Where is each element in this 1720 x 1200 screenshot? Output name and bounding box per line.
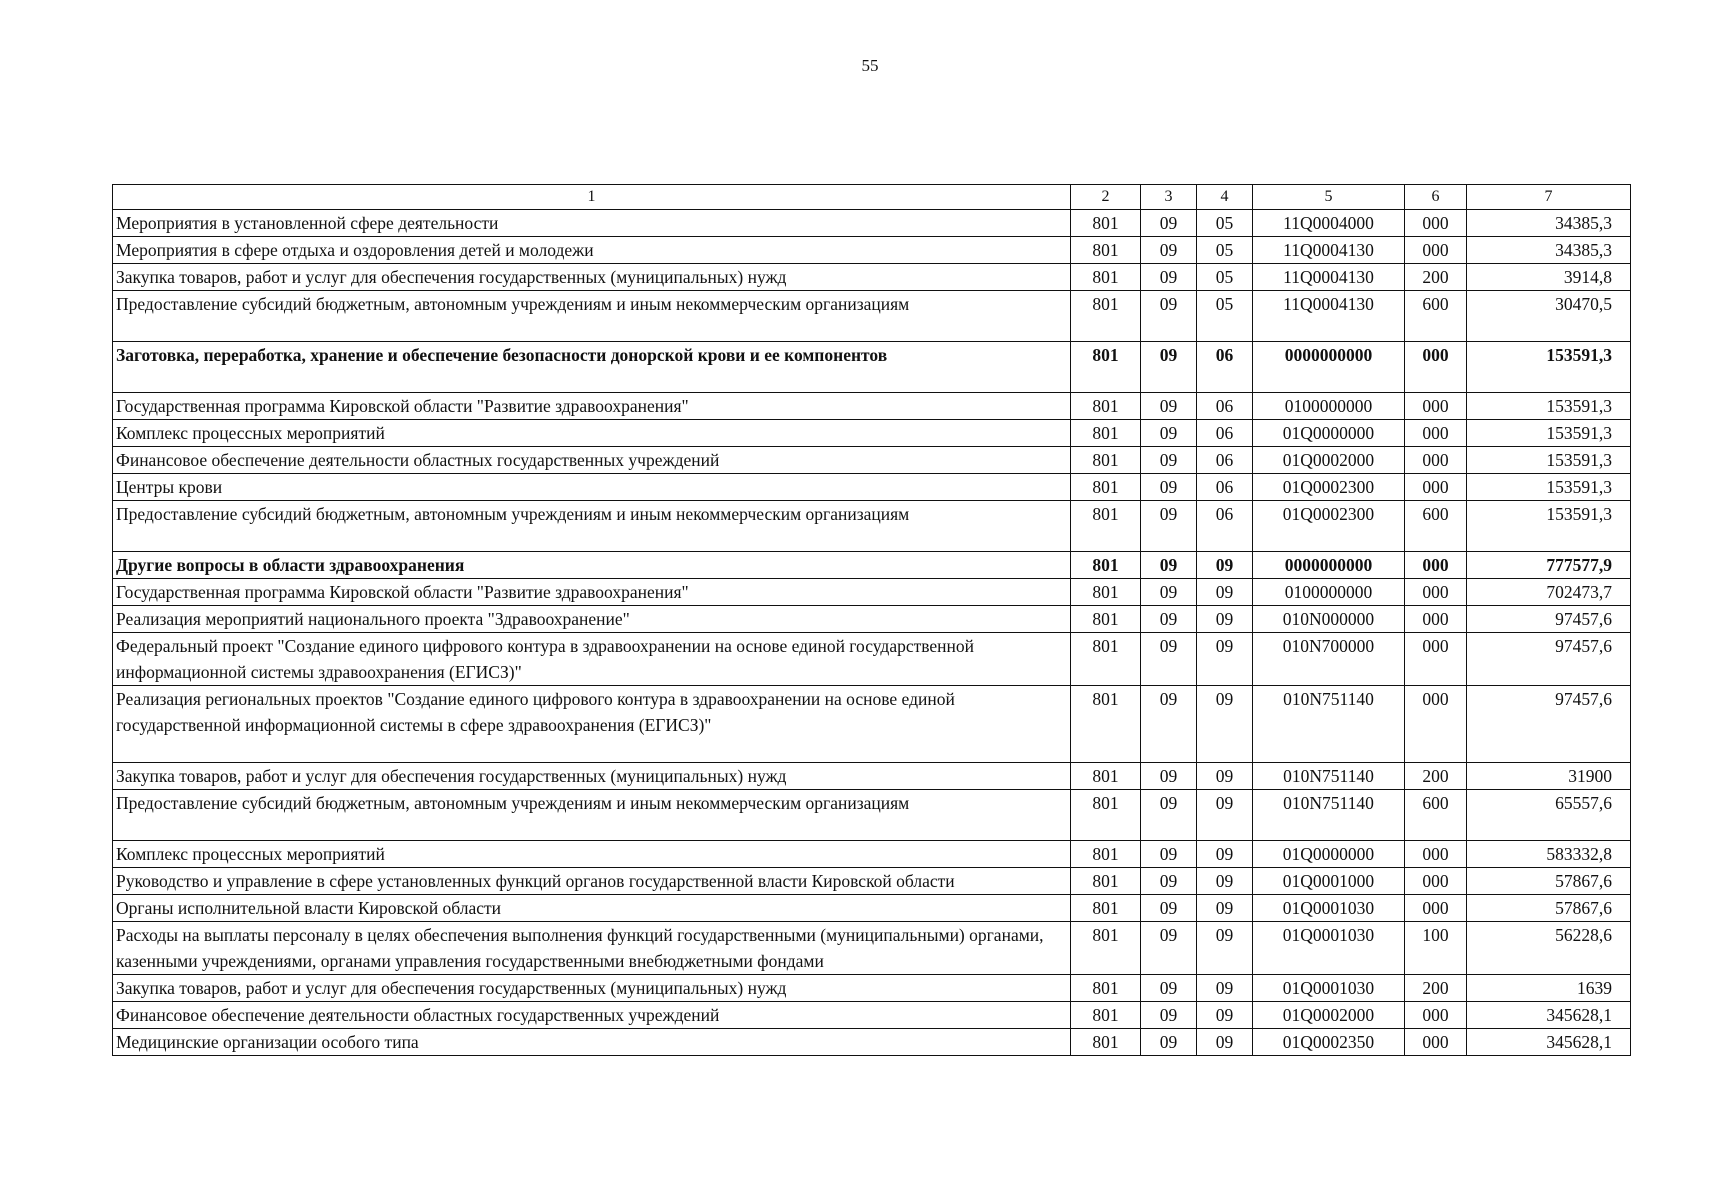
row-name-cell: Реализация региональных проектов "Создание единого цифрового контура в здравоохранении на основе единой государственной информационной системы в сфере здравоохранения (ЕГИСЗ)" xyxy=(113,686,1071,763)
row-code-6-cell: 000 xyxy=(1405,841,1467,868)
row-code-4-cell: 05 xyxy=(1197,210,1253,237)
row-code-2-cell: 801 xyxy=(1071,790,1141,841)
row-amount-cell: 153591,3 xyxy=(1467,393,1631,420)
table-row xyxy=(113,895,1631,922)
row-name-cell: Закупка товаров, работ и услуг для обеспечения государственных (муниципальных) нужд xyxy=(113,264,1071,291)
row-amount-cell: 34385,3 xyxy=(1467,237,1631,264)
row-code-4-cell: 09 xyxy=(1197,841,1253,868)
row-name-cell: Центры крови xyxy=(113,474,1071,501)
row-amount-cell: 153591,3 xyxy=(1467,501,1631,552)
row-code-2-cell: 801 xyxy=(1071,1002,1141,1029)
table-row xyxy=(113,606,1631,633)
row-code-2-cell: 801 xyxy=(1071,606,1141,633)
row-name-cell: Закупка товаров, работ и услуг для обеспечения государственных (муниципальных) нужд xyxy=(113,763,1071,790)
row-name-cell: Руководство и управление в сфере установленных функций органов государственной власти Кировской области xyxy=(113,868,1071,895)
row-code-3-cell: 09 xyxy=(1141,291,1197,342)
table-row xyxy=(113,579,1631,606)
row-code-6-cell: 000 xyxy=(1405,686,1467,763)
row-code-4-cell: 05 xyxy=(1197,264,1253,291)
row-code-4-cell: 09 xyxy=(1197,1029,1253,1056)
row-code-5-cell: 01Q0001000 xyxy=(1253,868,1405,895)
row-code-6-cell: 000 xyxy=(1405,393,1467,420)
row-code-4-cell: 05 xyxy=(1197,291,1253,342)
row-code-4-cell: 06 xyxy=(1197,447,1253,474)
row-amount-cell: 97457,6 xyxy=(1467,633,1631,686)
row-code-4-cell: 09 xyxy=(1197,763,1253,790)
table-row xyxy=(113,633,1631,686)
row-code-2-cell: 801 xyxy=(1071,895,1141,922)
row-code-5-cell: 01Q0001030 xyxy=(1253,975,1405,1002)
table-row xyxy=(113,501,1631,552)
row-name-cell: Мероприятия в сфере отдыха и оздоровления детей и молодежи xyxy=(113,237,1071,264)
table-row xyxy=(113,763,1631,790)
table-row xyxy=(113,552,1631,579)
row-code-3-cell: 09 xyxy=(1141,841,1197,868)
row-code-5-cell: 01Q0002300 xyxy=(1253,474,1405,501)
row-code-4-cell: 06 xyxy=(1197,393,1253,420)
row-amount-cell: 583332,8 xyxy=(1467,841,1631,868)
row-code-4-cell: 09 xyxy=(1197,895,1253,922)
row-code-6-cell: 000 xyxy=(1405,633,1467,686)
table-header-row xyxy=(113,185,1631,210)
row-code-3-cell: 09 xyxy=(1141,552,1197,579)
row-name-cell: Государственная программа Кировской области "Развитие здравоохранения" xyxy=(113,579,1071,606)
row-name-cell: Другие вопросы в области здравоохранения xyxy=(113,552,1071,579)
page-number: 55 xyxy=(861,56,879,75)
row-name-cell: Заготовка, переработка, хранение и обеспечение безопасности донорской крови и ее компонентов xyxy=(113,342,1071,393)
table-row xyxy=(113,291,1631,342)
row-name-cell: Закупка товаров, работ и услуг для обеспечения государственных (муниципальных) нужд xyxy=(113,975,1071,1002)
row-code-4-cell: 05 xyxy=(1197,237,1253,264)
row-code-2-cell: 801 xyxy=(1071,210,1141,237)
row-code-3-cell: 09 xyxy=(1141,763,1197,790)
table-row xyxy=(113,841,1631,868)
row-code-2-cell: 801 xyxy=(1071,447,1141,474)
row-code-2-cell: 801 xyxy=(1071,393,1141,420)
row-name-cell: Предоставление субсидий бюджетным, автономным учреждениям и иным некоммерческим организациям xyxy=(113,291,1071,342)
row-code-5-cell: 11Q0004130 xyxy=(1253,291,1405,342)
header-cell-2: 2 xyxy=(1071,185,1141,210)
row-code-5-cell: 010N751140 xyxy=(1253,763,1405,790)
row-code-2-cell: 801 xyxy=(1071,552,1141,579)
row-amount-cell: 153591,3 xyxy=(1467,447,1631,474)
row-code-4-cell: 06 xyxy=(1197,420,1253,447)
row-code-6-cell: 600 xyxy=(1405,501,1467,552)
row-amount-cell: 31900 xyxy=(1467,763,1631,790)
table-row xyxy=(113,975,1631,1002)
row-code-6-cell: 100 xyxy=(1405,922,1467,975)
row-code-2-cell: 801 xyxy=(1071,501,1141,552)
row-code-3-cell: 09 xyxy=(1141,975,1197,1002)
row-code-5-cell: 01Q0002000 xyxy=(1253,447,1405,474)
row-code-3-cell: 09 xyxy=(1141,264,1197,291)
table-row xyxy=(113,922,1631,975)
row-name-cell: Расходы на выплаты персоналу в целях обеспечения выполнения функций государственными (муниципальными) органами, казенными учреждениями, органами управления государственными внебюджетными фондами xyxy=(113,922,1071,975)
row-code-5-cell: 010N751140 xyxy=(1253,686,1405,763)
row-code-5-cell: 11Q0004130 xyxy=(1253,264,1405,291)
row-code-3-cell: 09 xyxy=(1141,1029,1197,1056)
table-row xyxy=(113,420,1631,447)
row-name-cell: Предоставление субсидий бюджетным, автономным учреждениям и иным некоммерческим организациям xyxy=(113,790,1071,841)
row-code-6-cell: 600 xyxy=(1405,790,1467,841)
row-code-3-cell: 09 xyxy=(1141,868,1197,895)
table-row xyxy=(113,237,1631,264)
row-amount-cell: 65557,6 xyxy=(1467,790,1631,841)
row-amount-cell: 3914,8 xyxy=(1467,264,1631,291)
row-code-6-cell: 000 xyxy=(1405,552,1467,579)
row-code-4-cell: 09 xyxy=(1197,868,1253,895)
row-code-5-cell: 01Q0000000 xyxy=(1253,841,1405,868)
row-code-6-cell: 200 xyxy=(1405,763,1467,790)
row-code-4-cell: 09 xyxy=(1197,922,1253,975)
row-code-2-cell: 801 xyxy=(1071,579,1141,606)
row-code-3-cell: 09 xyxy=(1141,501,1197,552)
row-code-5-cell: 010N000000 xyxy=(1253,606,1405,633)
row-code-2-cell: 801 xyxy=(1071,237,1141,264)
row-code-5-cell: 01Q0001030 xyxy=(1253,922,1405,975)
table-row xyxy=(113,1029,1631,1056)
row-code-2-cell: 801 xyxy=(1071,763,1141,790)
row-amount-cell: 56228,6 xyxy=(1467,922,1631,975)
row-code-3-cell: 09 xyxy=(1141,210,1197,237)
row-code-2-cell: 801 xyxy=(1071,686,1141,763)
row-code-4-cell: 06 xyxy=(1197,501,1253,552)
row-code-6-cell: 000 xyxy=(1405,1002,1467,1029)
row-code-6-cell: 200 xyxy=(1405,264,1467,291)
row-code-4-cell: 09 xyxy=(1197,606,1253,633)
table-row xyxy=(113,790,1631,841)
row-amount-cell: 153591,3 xyxy=(1467,342,1631,393)
budget-table xyxy=(112,184,1631,1056)
row-code-3-cell: 09 xyxy=(1141,579,1197,606)
row-amount-cell: 345628,1 xyxy=(1467,1029,1631,1056)
table-row xyxy=(113,868,1631,895)
row-code-4-cell: 09 xyxy=(1197,975,1253,1002)
table-row xyxy=(113,264,1631,291)
row-code-4-cell: 09 xyxy=(1197,1002,1253,1029)
row-code-3-cell: 09 xyxy=(1141,342,1197,393)
row-code-3-cell: 09 xyxy=(1141,606,1197,633)
row-code-3-cell: 09 xyxy=(1141,447,1197,474)
row-amount-cell: 153591,3 xyxy=(1467,420,1631,447)
row-code-4-cell: 09 xyxy=(1197,552,1253,579)
row-code-3-cell: 09 xyxy=(1141,633,1197,686)
header-cell-5: 5 xyxy=(1253,185,1405,210)
row-amount-cell: 57867,6 xyxy=(1467,895,1631,922)
table-row xyxy=(113,393,1631,420)
row-code-4-cell: 09 xyxy=(1197,790,1253,841)
row-code-4-cell: 09 xyxy=(1197,579,1253,606)
row-code-2-cell: 801 xyxy=(1071,291,1141,342)
table-row xyxy=(113,342,1631,393)
row-code-5-cell: 0000000000 xyxy=(1253,342,1405,393)
row-code-4-cell: 06 xyxy=(1197,342,1253,393)
row-code-2-cell: 801 xyxy=(1071,841,1141,868)
row-code-6-cell: 000 xyxy=(1405,895,1467,922)
row-code-5-cell: 11Q0004000 xyxy=(1253,210,1405,237)
row-code-3-cell: 09 xyxy=(1141,237,1197,264)
row-code-3-cell: 09 xyxy=(1141,420,1197,447)
row-code-2-cell: 801 xyxy=(1071,420,1141,447)
row-name-cell: Комплекс процессных мероприятий xyxy=(113,841,1071,868)
row-code-6-cell: 000 xyxy=(1405,237,1467,264)
row-amount-cell: 57867,6 xyxy=(1467,868,1631,895)
row-code-6-cell: 000 xyxy=(1405,342,1467,393)
row-amount-cell: 702473,7 xyxy=(1467,579,1631,606)
table-row xyxy=(113,474,1631,501)
table-body xyxy=(113,185,1631,1056)
row-code-5-cell: 01Q0002000 xyxy=(1253,1002,1405,1029)
row-code-2-cell: 801 xyxy=(1071,975,1141,1002)
row-code-3-cell: 09 xyxy=(1141,393,1197,420)
row-code-6-cell: 000 xyxy=(1405,210,1467,237)
row-name-cell: Органы исполнительной власти Кировской области xyxy=(113,895,1071,922)
row-name-cell: Финансовое обеспечение деятельности областных государственных учреждений xyxy=(113,1002,1071,1029)
row-name-cell: Предоставление субсидий бюджетным, автономным учреждениям и иным некоммерческим организациям xyxy=(113,501,1071,552)
header-cell-4: 4 xyxy=(1197,185,1253,210)
row-code-6-cell: 000 xyxy=(1405,420,1467,447)
row-code-5-cell: 01Q0002350 xyxy=(1253,1029,1405,1056)
row-code-2-cell: 801 xyxy=(1071,264,1141,291)
row-code-5-cell: 010N700000 xyxy=(1253,633,1405,686)
header-cell-3: 3 xyxy=(1141,185,1197,210)
header-cell-1: 1 xyxy=(113,185,1071,210)
row-code-3-cell: 09 xyxy=(1141,790,1197,841)
row-name-cell: Федеральный проект "Создание единого цифрового контура в здравоохранении на основе единой государственной информационной системы здравоохранения (ЕГИСЗ)" xyxy=(113,633,1071,686)
table-row xyxy=(113,210,1631,237)
row-code-6-cell: 000 xyxy=(1405,868,1467,895)
row-code-6-cell: 600 xyxy=(1405,291,1467,342)
row-name-cell: Государственная программа Кировской области "Развитие здравоохранения" xyxy=(113,393,1071,420)
row-name-cell: Медицинские организации особого типа xyxy=(113,1029,1071,1056)
row-code-5-cell: 11Q0004130 xyxy=(1253,237,1405,264)
row-amount-cell: 345628,1 xyxy=(1467,1002,1631,1029)
row-code-5-cell: 010N751140 xyxy=(1253,790,1405,841)
row-code-2-cell: 801 xyxy=(1071,922,1141,975)
row-code-6-cell: 000 xyxy=(1405,1029,1467,1056)
header-cell-6: 6 xyxy=(1405,185,1467,210)
row-code-4-cell: 09 xyxy=(1197,686,1253,763)
row-code-3-cell: 09 xyxy=(1141,686,1197,763)
row-code-4-cell: 06 xyxy=(1197,474,1253,501)
row-name-cell: Реализация мероприятий национального проекта "Здравоохранение" xyxy=(113,606,1071,633)
row-code-2-cell: 801 xyxy=(1071,1029,1141,1056)
row-code-5-cell: 01Q0002300 xyxy=(1253,501,1405,552)
row-code-3-cell: 09 xyxy=(1141,1002,1197,1029)
row-amount-cell: 153591,3 xyxy=(1467,474,1631,501)
row-code-6-cell: 000 xyxy=(1405,606,1467,633)
row-code-2-cell: 801 xyxy=(1071,633,1141,686)
row-amount-cell: 97457,6 xyxy=(1467,606,1631,633)
row-code-3-cell: 09 xyxy=(1141,922,1197,975)
row-code-2-cell: 801 xyxy=(1071,868,1141,895)
row-code-3-cell: 09 xyxy=(1141,474,1197,501)
row-code-5-cell: 0100000000 xyxy=(1253,393,1405,420)
table-row xyxy=(113,1002,1631,1029)
row-code-6-cell: 200 xyxy=(1405,975,1467,1002)
row-code-6-cell: 000 xyxy=(1405,447,1467,474)
row-code-4-cell: 09 xyxy=(1197,633,1253,686)
row-amount-cell: 30470,5 xyxy=(1467,291,1631,342)
row-code-5-cell: 01Q0000000 xyxy=(1253,420,1405,447)
header-cell-7: 7 xyxy=(1467,185,1631,210)
row-code-5-cell: 0000000000 xyxy=(1253,552,1405,579)
row-code-3-cell: 09 xyxy=(1141,895,1197,922)
table-row xyxy=(113,447,1631,474)
table-row xyxy=(113,686,1631,763)
row-amount-cell: 1639 xyxy=(1467,975,1631,1002)
row-code-6-cell: 000 xyxy=(1405,474,1467,501)
row-name-cell: Комплекс процессных мероприятий xyxy=(113,420,1071,447)
row-code-6-cell: 000 xyxy=(1405,579,1467,606)
row-code-5-cell: 01Q0001030 xyxy=(1253,895,1405,922)
row-amount-cell: 34385,3 xyxy=(1467,210,1631,237)
row-code-2-cell: 801 xyxy=(1071,474,1141,501)
row-name-cell: Мероприятия в установленной сфере деятельности xyxy=(113,210,1071,237)
row-code-2-cell: 801 xyxy=(1071,342,1141,393)
row-amount-cell: 97457,6 xyxy=(1467,686,1631,763)
row-amount-cell: 777577,9 xyxy=(1467,552,1631,579)
row-name-cell: Финансовое обеспечение деятельности областных государственных учреждений xyxy=(113,447,1071,474)
row-code-5-cell: 0100000000 xyxy=(1253,579,1405,606)
